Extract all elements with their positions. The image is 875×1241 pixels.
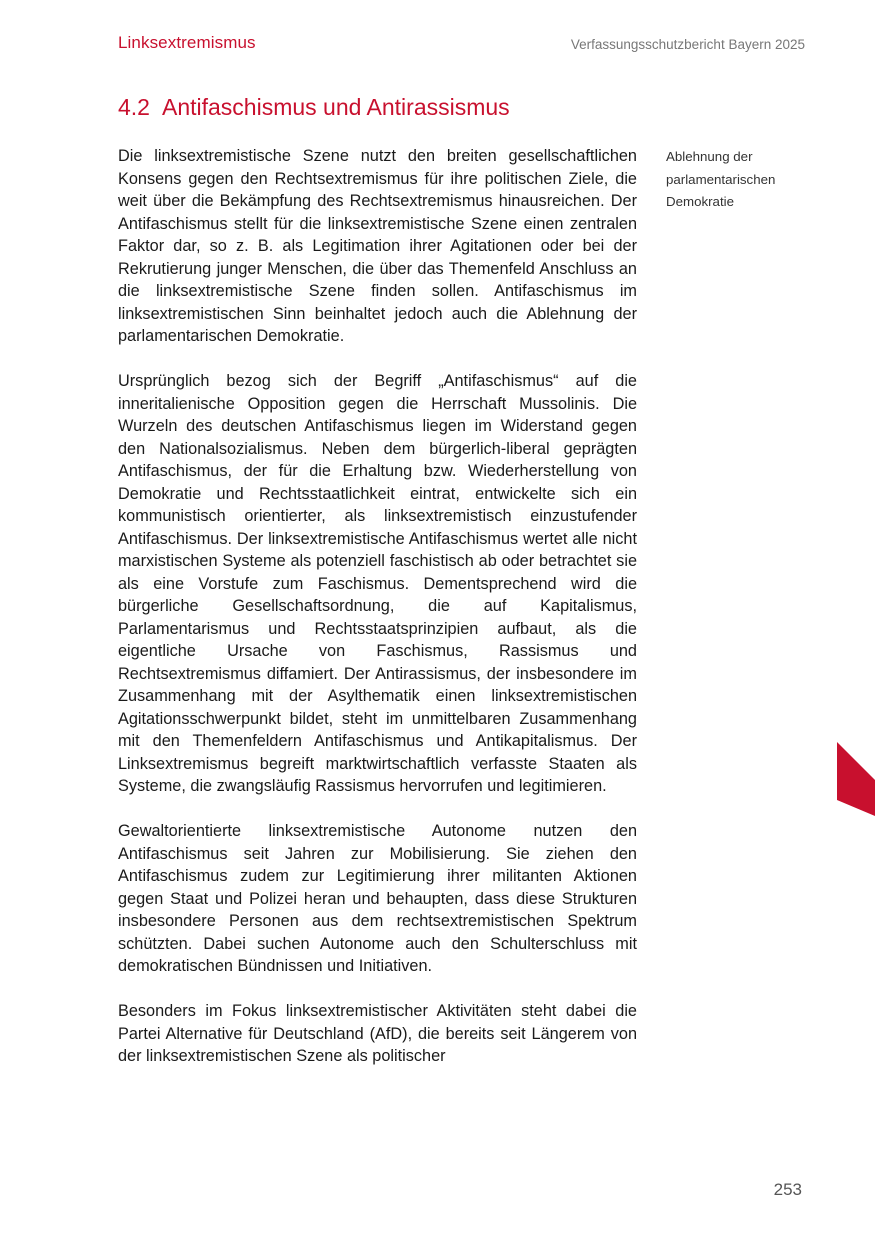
margin-note: Ablehnung der parlamentarischen Demokratie [666, 149, 776, 209]
paragraph-4: Besonders im Fokus linksextremistischer Aktivitäten steht dabei die Partei Alternative für Deutschland (AfD), die bereits seit Längerem von der linksextremistischen Szene als politischer [118, 1002, 637, 1065]
running-header-publication: Verfassungsschutzbericht Bayern 2025 [570, 37, 805, 52]
section-number: 4.2 [118, 94, 150, 120]
section-heading [118, 94, 510, 121]
running-header-section: Linksextremismus [118, 33, 256, 52]
section-title: Antifaschismus und Antirassismus [161, 94, 510, 120]
chapter-tab-marker [837, 742, 875, 816]
paragraph-1: Die linksextremistische Szene nutzt den breiten gesellschaftlichen Konsens gegen den Rechtsextremismus für ihre politischen Ziele, die weit über die Bekämpfung des Rechtsextremismus hinausreichen. Der Antifaschismus stellt für die linksextremistische Szene einen zentralen Faktor dar, so z. B. als Legitimation ihrer Agitationen oder bei der Rekrutierung junger Menschen, die über das Themenfeld Anschluss an die linksextremistische Szene finden sollen. Antifaschismus im linksextremistischen Sinn beinhaltet jedoch auch die Ablehnung der parlamentarischen Demokratie. [118, 147, 637, 345]
page-number: 253 [773, 1180, 802, 1199]
paragraph-3: Gewaltorientierte linksextremistische Autonome nutzen den Antifaschismus seit Jahren zur Mobilisierung. Sie ziehen den Antifaschismus zudem zur Legitimierung ihrer militanten Aktionen gegen Staat und Polizei heran und behaupten, dass diese Strukturen insbesondere Personen aus dem rechtsextremistischen Spektrum schützten. Dabei suchen Autonome auch den Schulterschluss mit demokratischen Bündnissen und Initiativen. [118, 822, 637, 975]
chapter-tab-shape [837, 742, 875, 816]
body-text [118, 145, 637, 1090]
paragraph-2: Ursprünglich bezog sich der Begriff „Antifaschismus“ auf die inneritalienische Opposition gegen die Herrschaft Mussolinis. Die Wurzeln des deutschen Antifaschismus liegen im Widerstand gegen den Nationalsozialismus. Neben dem bürgerlich-liberal geprägten Antifaschismus, der für die Erhaltung bzw. Wiederherstellung von Demokratie und Rechtsstaatlichkeit eintrat, entwickelte sich ein kommunistisch orientierter, als linksextremistisch einzustufender Antifaschismus. Der linksextremistische Antifaschismus wertet alle nicht marxistischen Systeme als potenziell faschistisch ab oder betrachtet sie als eine Vorstufe zum Faschismus. Dementsprechend wird die bürgerliche Gesellschaftsordnung, die auf Kapitalismus, Parlamentarismus und Rechtsstaatsprinzipien aufbaut, als die eigentliche Ursache von Faschismus, Rassismus und Rechtsextremismus diffamiert. Der Antirassismus, der insbesondere im Zusammenhang mit der Asylthematik einen linksextremistischen Agitationsschwerpunkt bildet, steht im unmittelbaren Zusammenhang mit den Themenfeldern Antifaschismus und Antikapitalismus. Der Linksextremismus begreift marktwirtschaftlich verfasste Staaten als Systeme, die zwangsläufig Rassismus hervorrufen und legitimieren. [118, 372, 637, 795]
